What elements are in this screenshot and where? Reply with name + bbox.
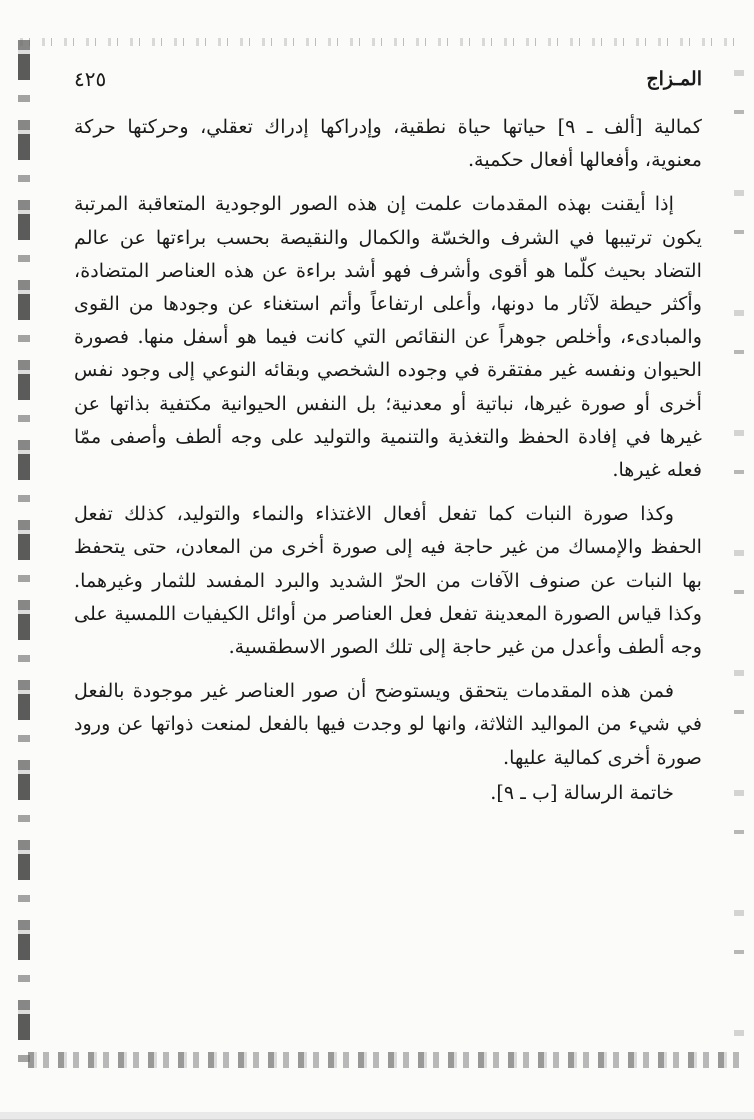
footer-rule	[0, 1112, 754, 1119]
closing-line: خاتمة الرسالة [ب ـ ٩].	[490, 780, 674, 804]
paragraph: إذا أيقنت بهذه المقدمات علمت إن هذه الصور الوجودية المتعاقبة المرتبة يكون ترتيبها في الشرف والخسّة والكمال والنقيصة بحسب براءتها عن عالم التضاد بحيث كلّما هو أقوى وأشرف فهو أشد براءة عن هذه العناصر المتضادة، وأكثر حيطة لآثار ما دونها، وأعلى ارتفاعاً وأتم استغناء عن وجودها من القوى والمبادىء، وأخلص جوهراً عن النقائص التي كانت فيما هو أسفل منها. فصورة الحيوان ونفسه غير مفتقرة في وجوده الشخصي وبقائه النوعي إلى وجود نفس أخرى أو صورة غيرها، نباتية أو معدنية؛ بل النفس الحيوانية مكتفية بذاتها عن غيرها في إفادة الحفظ والتغذية والتنمية والتوليد على وجه ألطف وأصفى ممّا فعله غيرها.	[74, 192, 702, 482]
scan-edge-bottom	[28, 1052, 744, 1068]
body-text	[74, 110, 702, 809]
scan-edge-left	[18, 40, 30, 1069]
paragraph-continuation: كمالية [ألف ـ ٩] حياتها حياة نطقية، وإدراكها إدراك تعقلي، وحركتها حركة معنوية، وأفعالها أفعال حكمية.	[74, 115, 702, 172]
page-header	[74, 62, 702, 96]
scan-edge-right	[734, 40, 744, 1069]
scan-edge-top	[20, 38, 744, 46]
running-head: المـزاج	[646, 68, 702, 90]
paragraph: فمن هذه المقدمات يتحقق ويستوضح أن صور العناصر غير موجودة بالفعل في شيء من المواليد الثلاثة، وانها لو وجدت فيها بالفعل لمنعت ذواتها عن ورود صورة أخرى كمالية عليها.	[74, 679, 702, 769]
paragraph: وكذا صورة النبات كما تفعل أفعال الاغتذاء والنماء والتوليد، كذلك تفعل الحفظ والإمساك من غير حاجة فيه إلى صورة أخرى من المعادن، حتى يتحفظ بها النبات عن صنوف الآفات من الحرّ الشديد والبرد المفسد للثمار وغيرهما. وكذا قياس الصورة المعدينة تفعل فعل العناصر من أوائل الكيفيات اللمسية على وجه ألطف وأعدل من غير حاجة إلى تلك الصور الاسطقسية.	[74, 502, 702, 659]
page-number: ٤٢٥	[74, 67, 107, 91]
